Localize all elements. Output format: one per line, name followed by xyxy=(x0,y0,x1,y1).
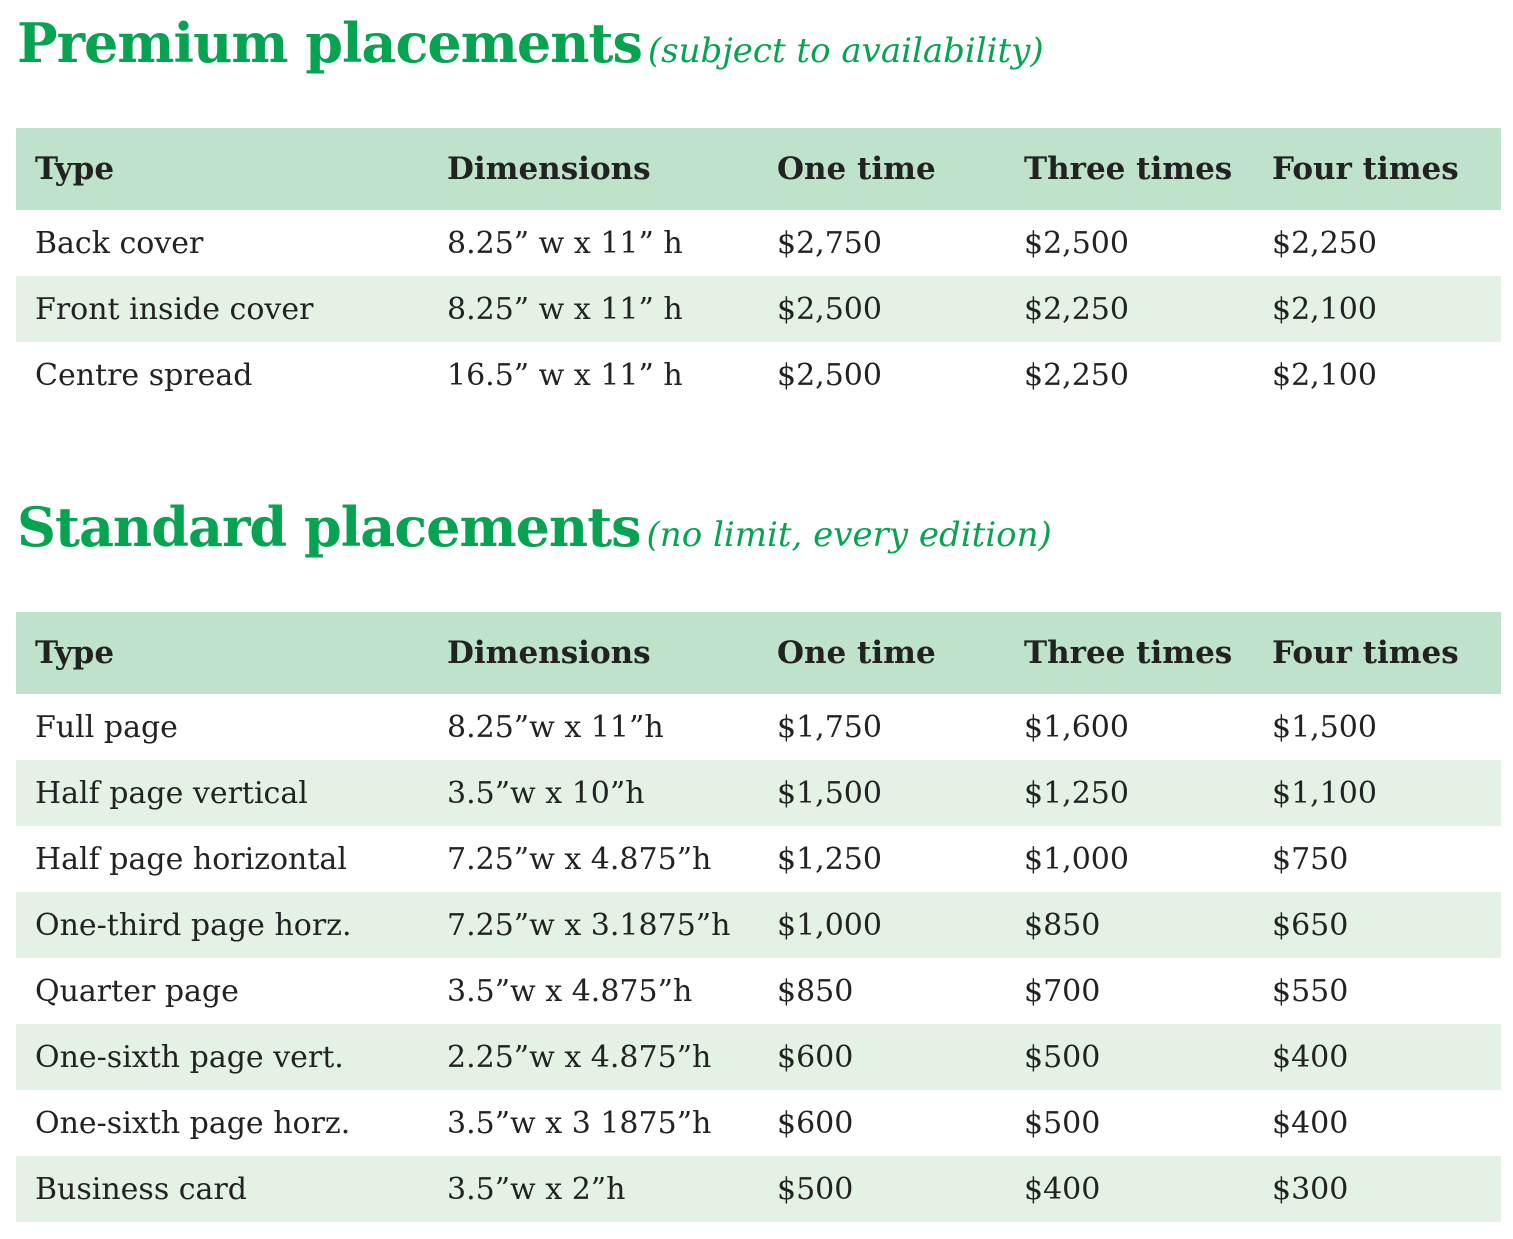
cell-one-time: $2,750 xyxy=(777,225,882,261)
standard-note: (no limit, every edition) xyxy=(646,515,1052,555)
cell-dimensions: 8.25” w x 11” h xyxy=(447,291,683,327)
table-row xyxy=(16,826,1501,892)
column-header-three-times: Three times xyxy=(1024,635,1233,671)
cell-three-times: $500 xyxy=(1024,1105,1101,1141)
cell-four-times: $2,100 xyxy=(1272,291,1377,327)
premium-title: Premium placements xyxy=(17,11,642,75)
premium-note: (subject to availability) xyxy=(647,31,1044,71)
cell-three-times: $850 xyxy=(1024,907,1101,943)
table-row xyxy=(16,958,1501,1024)
cell-type: One-third page horz. xyxy=(35,907,352,943)
cell-type: Half page horizontal xyxy=(35,841,347,877)
column-header-four-times: Four times xyxy=(1272,151,1459,187)
cell-four-times: $650 xyxy=(1272,907,1349,943)
cell-four-times: $400 xyxy=(1272,1039,1349,1075)
cell-dimensions: 8.25” w x 11” h xyxy=(447,225,683,261)
cell-dimensions: 2.25”w x 4.875”h xyxy=(447,1039,712,1075)
standard-heading xyxy=(17,495,1052,559)
cell-type: One-sixth page horz. xyxy=(35,1105,351,1141)
cell-type: Business card xyxy=(35,1171,247,1207)
table-row xyxy=(16,1024,1501,1090)
cell-four-times: $550 xyxy=(1272,973,1349,1009)
cell-three-times: $2,250 xyxy=(1024,291,1129,327)
cell-dimensions: 3.5”w x 2”h xyxy=(447,1171,626,1207)
column-header-type: Type xyxy=(35,151,115,187)
cell-one-time: $1,750 xyxy=(777,709,882,745)
cell-dimensions: 7.25”w x 3.1875”h xyxy=(447,907,731,943)
cell-one-time: $600 xyxy=(777,1105,854,1141)
table-row xyxy=(16,342,1501,408)
column-header-four-times: Four times xyxy=(1272,635,1459,671)
cell-four-times: $1,500 xyxy=(1272,709,1377,745)
cell-four-times: $2,250 xyxy=(1272,225,1377,261)
standard-price-table xyxy=(16,612,1501,1222)
cell-dimensions: 8.25”w x 11”h xyxy=(447,709,664,745)
column-header-one-time: One time xyxy=(777,151,936,187)
table-row xyxy=(16,276,1501,342)
cell-four-times: $2,100 xyxy=(1272,357,1377,393)
cell-dimensions: 3.5”w x 10”h xyxy=(447,775,645,811)
standard-title: Standard placements xyxy=(17,495,641,559)
cell-one-time: $600 xyxy=(777,1039,854,1075)
cell-one-time: $1,000 xyxy=(777,907,882,943)
column-header-dimensions: Dimensions xyxy=(447,635,651,671)
cell-type: Full page xyxy=(35,709,178,745)
cell-three-times: $1,600 xyxy=(1024,709,1129,745)
column-header-three-times: Three times xyxy=(1024,151,1233,187)
cell-dimensions: 3.5”w x 4.875”h xyxy=(447,973,693,1009)
cell-dimensions: 16.5” w x 11” h xyxy=(447,357,683,393)
cell-dimensions: 3.5”w x 3 1875”h xyxy=(447,1105,712,1141)
cell-type: Front inside cover xyxy=(35,291,314,327)
cell-three-times: $700 xyxy=(1024,973,1101,1009)
cell-three-times: $2,250 xyxy=(1024,357,1129,393)
table-row xyxy=(16,1090,1501,1156)
table-row xyxy=(16,1156,1501,1222)
premium-table-header xyxy=(16,128,1501,210)
cell-three-times: $1,250 xyxy=(1024,775,1129,811)
cell-one-time: $1,250 xyxy=(777,841,882,877)
cell-type: Centre spread xyxy=(35,357,253,393)
cell-type: One-sixth page vert. xyxy=(35,1039,344,1075)
cell-one-time: $850 xyxy=(777,973,854,1009)
premium-price-table xyxy=(16,128,1501,408)
cell-type: Half page vertical xyxy=(35,775,308,811)
cell-one-time: $500 xyxy=(777,1171,854,1207)
column-header-type: Type xyxy=(35,635,115,671)
column-header-one-time: One time xyxy=(777,635,936,671)
table-row xyxy=(16,210,1501,276)
cell-three-times: $400 xyxy=(1024,1171,1101,1207)
table-row xyxy=(16,694,1501,760)
cell-four-times: $750 xyxy=(1272,841,1349,877)
cell-four-times: $400 xyxy=(1272,1105,1349,1141)
premium-heading xyxy=(17,11,1044,75)
cell-three-times: $2,500 xyxy=(1024,225,1129,261)
table-row xyxy=(16,760,1501,826)
cell-one-time: $2,500 xyxy=(777,357,882,393)
standard-table-header xyxy=(16,612,1501,694)
cell-type: Quarter page xyxy=(35,973,239,1009)
column-header-dimensions: Dimensions xyxy=(447,151,651,187)
cell-dimensions: 7.25”w x 4.875”h xyxy=(447,841,712,877)
cell-three-times: $500 xyxy=(1024,1039,1101,1075)
cell-four-times: $300 xyxy=(1272,1171,1349,1207)
cell-one-time: $1,500 xyxy=(777,775,882,811)
table-row xyxy=(16,892,1501,958)
cell-four-times: $1,100 xyxy=(1272,775,1377,811)
cell-three-times: $1,000 xyxy=(1024,841,1129,877)
cell-one-time: $2,500 xyxy=(777,291,882,327)
cell-type: Back cover xyxy=(35,225,204,261)
